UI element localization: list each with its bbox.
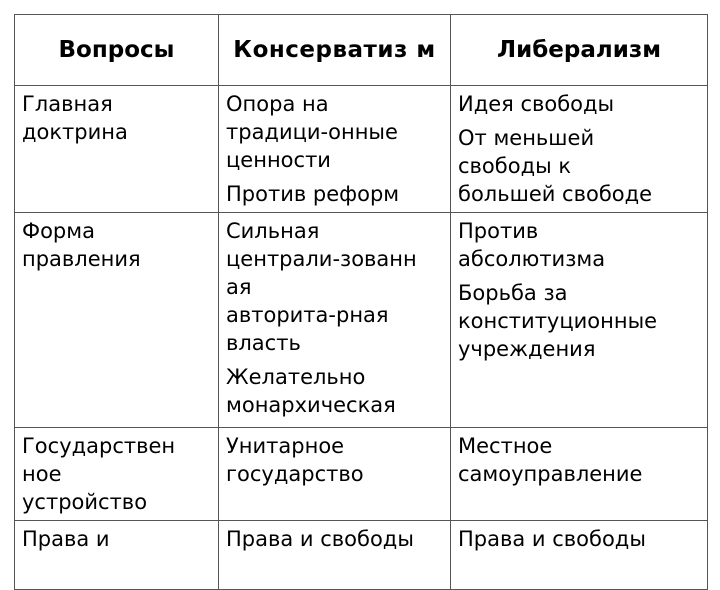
- cell-text: Местное: [458, 434, 553, 458]
- cell-liberalism: [451, 86, 708, 213]
- cell-text: устройство: [22, 490, 148, 514]
- cell-text: Сильная: [226, 219, 320, 243]
- header-liberalism: Либерализм: [451, 15, 708, 86]
- cell-text: монархическая: [226, 393, 396, 417]
- cell-paragraph: [458, 124, 701, 208]
- cell-text: ая: [226, 275, 252, 299]
- cell-text: доктрина: [22, 120, 128, 144]
- cell-paragraph: [226, 90, 444, 174]
- comparison-table: [14, 14, 708, 590]
- cell-paragraph: [226, 363, 444, 419]
- cell-paragraph: [458, 217, 701, 273]
- header-row: [15, 15, 708, 86]
- cell-question: [15, 86, 219, 213]
- header-conservatism: Консерватиз м: [219, 15, 451, 86]
- cell-paragraph: [458, 90, 701, 118]
- cell-text: Права и свободы: [226, 527, 414, 551]
- cell-text: авторита-рная: [226, 303, 389, 327]
- cell-paragraph: [226, 180, 444, 208]
- table-row: [15, 428, 708, 521]
- cell-conservatism: [219, 86, 451, 213]
- cell-text: большей свободе: [458, 182, 653, 206]
- cell-text: Опора на: [226, 92, 329, 116]
- table-row: [15, 213, 708, 428]
- cell-text: правления: [22, 247, 141, 271]
- cell-text: Государствен: [22, 434, 176, 458]
- cell-text: абсолютизма: [458, 247, 606, 271]
- table-row: [15, 521, 708, 590]
- cell-liberalism: [451, 428, 708, 521]
- cell-liberalism: [451, 521, 708, 590]
- cell-text: От меньшей: [458, 126, 595, 150]
- cell-conservatism: [219, 521, 451, 590]
- cell-conservatism: [219, 213, 451, 428]
- cell-question: [15, 428, 219, 521]
- cell-paragraph: [226, 432, 444, 488]
- cell-paragraph: [226, 217, 444, 357]
- cell-question: [15, 213, 219, 428]
- cell-paragraph: [458, 279, 701, 363]
- cell-text: ценности: [226, 148, 331, 172]
- cell-text: свободы к: [458, 154, 572, 178]
- header-questions: Вопросы: [15, 15, 219, 86]
- cell-text: традици-онные: [226, 120, 398, 144]
- cell-conservatism: [219, 428, 451, 521]
- cell-text: учреждения: [458, 337, 596, 361]
- cell-text: Желательно: [226, 365, 366, 389]
- table-row: [15, 86, 708, 213]
- cell-text: Идея свободы: [458, 92, 615, 116]
- cell-text: Против: [458, 219, 539, 243]
- cell-text: конституционные: [458, 309, 658, 333]
- cell-text: ное: [22, 462, 62, 486]
- cell-text: Форма: [22, 219, 95, 243]
- cell-text: Права и свободы: [458, 527, 646, 551]
- cell-liberalism: [451, 213, 708, 428]
- cell-text: централи-зованн: [226, 247, 417, 271]
- cell-text: Борьба за: [458, 281, 568, 305]
- cell-question: [15, 521, 219, 590]
- cell-text: самоуправление: [458, 462, 643, 486]
- cell-text: Главная: [22, 92, 113, 116]
- cell-text: Унитарное: [226, 434, 345, 458]
- cell-text: Против реформ: [226, 182, 400, 206]
- cell-text: Права и: [22, 527, 110, 551]
- cell-text: государство: [226, 462, 364, 486]
- cell-text: власть: [226, 331, 301, 355]
- cell-paragraph: [458, 432, 701, 488]
